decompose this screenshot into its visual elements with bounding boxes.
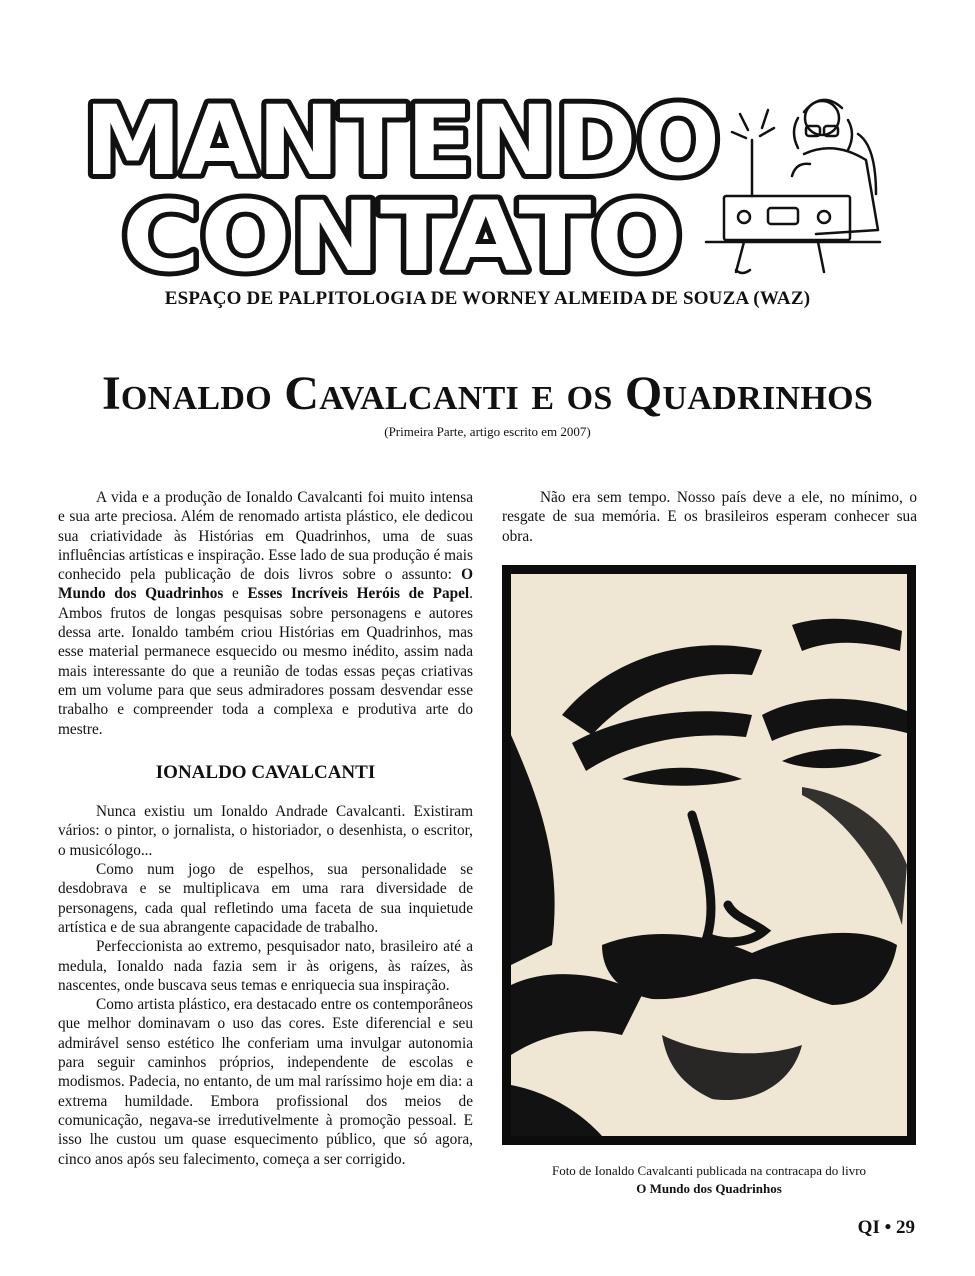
- body-paragraph: Nunca existiu um Ionaldo Andrade Cavalcanti. Existiram vários: o pintor, o jornalista, o historiador, o desenhista, o escritor, o musicólogo...: [58, 803, 473, 859]
- photo-caption: [502, 1162, 916, 1198]
- article-title: Ionaldo Cavalcanti e os Quadrinhos: [101, 367, 874, 420]
- body-paragraph: Perfeccionista ao extremo, pesquisador nato, brasileiro até a medula, Ionaldo nada fazia sem ir às origens, às raízes, às nascentes, onde buscava seus temas e enriquecia sua inspiração.: [58, 938, 473, 994]
- caption-line: Foto de Ionaldo Cavalcanti publicada na contracapa do livro: [551, 1163, 867, 1178]
- masthead-line1: MANTENDO: [84, 92, 720, 197]
- portrait-photo: [502, 565, 916, 1145]
- intro-text-2: e: [223, 585, 248, 603]
- caption-book-title: O Mundo dos Quadrinhos: [636, 1181, 782, 1196]
- masthead: [80, 92, 895, 282]
- section-title: IONALDO CAVALCANTI: [155, 761, 376, 783]
- radio-operator-illustration-icon: [706, 100, 880, 273]
- body-paragraph: Como num jogo de espelhos, sua personalidade se desdobrava e se multiplicava em uma rara diversidade de personagens, cada qual refletindo uma faceta de sua inquietude artística e de sua abrangente capacidade de trabalho.: [58, 861, 473, 936]
- body-paragraph: Não era sem tempo. Nosso país deve a ele, no mínimo, o resgate de sua memória. E os brasileiros esperam conhecer sua obra.: [502, 489, 917, 545]
- right-column: [502, 488, 917, 546]
- page-number: QI • 29: [857, 1217, 915, 1238]
- body-paragraph: Como artista plástico, era destacado entre os contemporâneos que melhor dominavam o uso das cores. Este diferencial e seu admirável senso estético lhe conferiam uma invulgar autonomia para seguir caminhos próprios, independente de escolas e modismos. Padecia, no entanto, de um mal raríssimo hoje em dia: a extrema humildade. Embora profissional dos meios de comunicação, negava-se irredutivelmente à promoção pessoal. E isso lhe custou um quase esquecimento público, que só agora, cinco anos após seu falecimento, começa a ser corrigido.: [58, 996, 473, 1168]
- column-subheader: ESPAÇO DE PALPITOLOGIA DE WORNEY ALMEIDA DE SOUZA (WAZ): [164, 288, 811, 309]
- intro-paragraph: [58, 488, 473, 739]
- intro-text-3: . Ambos frutos de longas pesquisas sobre personagens e autores dessa arte. Ionaldo também criou Histórias em Quadrinhos, mas esse material permanece esquecido ou mesmo inédito, assim nada mais interessante do que a reunião de todas essas peças criativas em um volume para que seus admiradores possam desvendar esse trabalho e compreender toda a complexa e produtiva arte do mestre.: [58, 585, 473, 738]
- masthead-line2: CONTATO: [122, 181, 682, 282]
- article-subtitle: (Primeira Parte, artigo escrito em 2007): [384, 424, 591, 439]
- left-column: [58, 488, 473, 1169]
- portrait-photo-icon: [502, 565, 916, 1145]
- book-title-1: O Mundo dos Quadrinhos: [58, 566, 473, 603]
- masthead-logo: [80, 92, 895, 282]
- intro-text-1: A vida e a produção de Ionaldo Cavalcanti foi muito intensa e sua arte preciosa. Além de renomado artista plástico, ele dedicou sua criatividade às Histórias em Quadrinhos, uma de suas influências artísticas e inspiração. Esse lado de sua produção é mais conhecido pela publicação de dois livros sobre o assunto:: [58, 489, 473, 584]
- book-title-2: Esses Incríveis Heróis de Papel: [247, 585, 470, 603]
